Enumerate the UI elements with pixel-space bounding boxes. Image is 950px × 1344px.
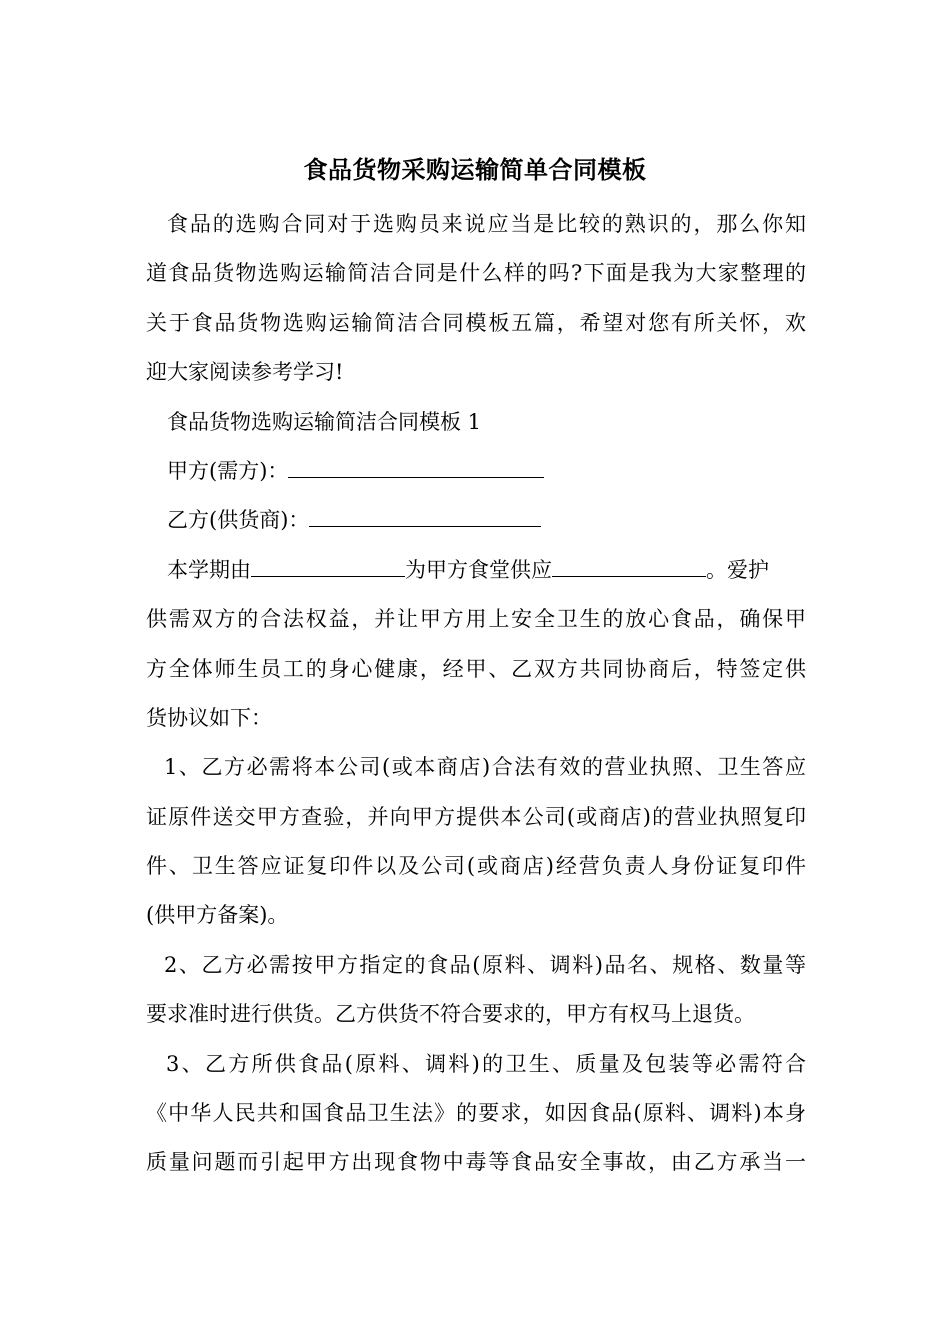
term-line bbox=[146, 546, 806, 595]
supplier-blank bbox=[251, 558, 405, 577]
party-b-blank bbox=[309, 508, 541, 527]
intro-line: 关于食品货物选购运输简洁合同模板五篇，希望对您有所关怀，欢 bbox=[146, 310, 806, 335]
clause-1-line: 件、卫生答应证复印件以及公司(或商店)经营负责人身份证复印件 bbox=[146, 854, 806, 879]
clause-3-line: 质量问题而引起甲方出现食物中毒等食品安全事故，由乙方承当一 bbox=[146, 1150, 806, 1175]
clause-1-line: 证原件送交甲方查验，并向甲方提供本公司(或商店)的营业执照复印 bbox=[146, 804, 806, 829]
document-body bbox=[146, 200, 806, 1188]
clause-2-line: 2、乙方必需按甲方指定的食品(原料、调料)品名、规格、数量等 bbox=[164, 952, 806, 977]
para-line: 方全体师生员工的身心健康，经甲、乙双方共同协商后，特签定供 bbox=[146, 656, 806, 681]
intro-line: 道食品货物选购运输简洁合同是什么样的吗?下面是我为大家整理的 bbox=[146, 261, 806, 286]
party-a-line bbox=[146, 447, 806, 496]
clause-3-line: 3、乙方所供食品(原料、调料)的卫生、质量及包装等必需符合 bbox=[166, 1051, 806, 1076]
section-heading: 食品货物选购运输简洁合同模板 1 bbox=[167, 409, 482, 434]
term-prefix: 本学期由 bbox=[167, 557, 251, 582]
clause-1-line: 1、乙方必需将本公司(或本商店)合法有效的营业执照、卫生答应 bbox=[164, 755, 806, 780]
clause-2-line: 要求准时进行供货。乙方供货不符合要求的，甲方有权马上退货。 bbox=[146, 1002, 755, 1027]
party-a-blank bbox=[288, 459, 544, 478]
para-line: 供需双方的合法权益，并让甲方用上安全卫生的放心食品，确保甲 bbox=[146, 607, 806, 632]
party-a-label: 甲方(需方)： bbox=[167, 458, 289, 483]
clause-3-line: 《中华人民共和国食品卫生法》的要求，如因食品(原料、调料)本身 bbox=[146, 1101, 806, 1126]
para-line: 货协议如下： bbox=[146, 705, 272, 730]
intro-line: 食品的选购合同对于选购员来说应当是比较的熟识的，那么你知 bbox=[167, 212, 806, 236]
party-b-label: 乙方(供货商)： bbox=[167, 508, 310, 533]
term-middle: 为甲方食堂供应 bbox=[405, 557, 552, 582]
party-b-line bbox=[146, 496, 806, 545]
document-title: 食品货物采购运输简单合同模板 bbox=[303, 156, 647, 184]
intro-line: 迎大家阅读参考学习! bbox=[146, 360, 344, 385]
goods-blank bbox=[552, 558, 706, 577]
term-suffix: 。爱护 bbox=[706, 557, 769, 582]
clause-1-line: (供甲方备案)。 bbox=[146, 903, 289, 928]
